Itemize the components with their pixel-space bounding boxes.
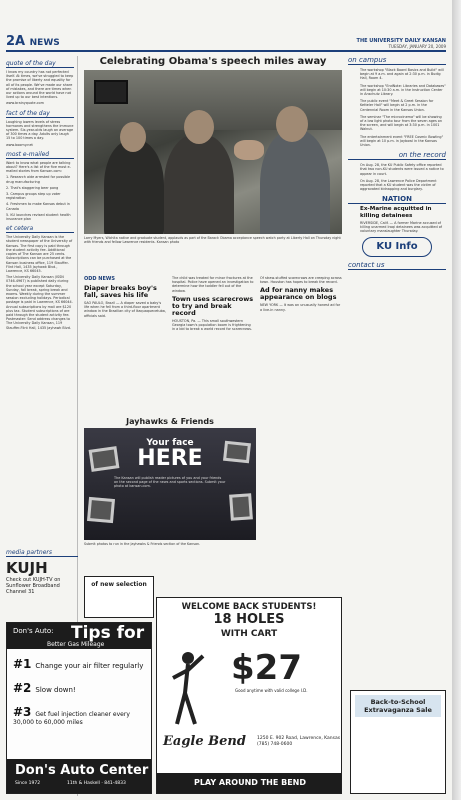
- nation-story: [348, 206, 446, 233]
- dons-name: Don's Auto Center: [15, 763, 149, 778]
- person-center: [164, 134, 234, 234]
- your-face-text: Your face: [146, 438, 194, 448]
- etcetera-body: The University Daily Kansan is the student newspaper of the University of Kansas. The first copy is paid through the student activity fee. Additional copies of The Kansan are 25 cents. Subscriptions can be purchased at the Kansan business office, 119 Stauffer-Flint Hall, 1435 Jayhawk Blvd., Lawrence, KS 66045.: [6, 235, 73, 273]
- fact-text: [6, 120, 74, 147]
- face-right: [276, 106, 308, 142]
- jayhawks-body: The Kansan will publish reader pictures of you and your friends on the second page of the news and sports sections. Submit your photo at kansan.com.: [114, 476, 226, 488]
- quote-text: [6, 70, 74, 106]
- tv-screen: [94, 80, 128, 104]
- nation-title: NATION: [348, 195, 446, 204]
- page-edge: [452, 0, 461, 800]
- contact-us-title: contact us: [348, 261, 446, 270]
- dons-auto-ad: [6, 622, 152, 794]
- campus-item: The workshop "EndNote: Libraries and Databases" will begin at 10:30 a.m. in the Instruction Center in Anschutz Library.: [360, 83, 446, 97]
- tip-3-text: Get fuel injection cleaner every 30,000 to 60,000 miles: [13, 711, 130, 726]
- emailed-item[interactable]: 2. That's staggering beer pong: [6, 185, 59, 190]
- story1-headline: Diaper breaks boy's fall, saves his life: [84, 284, 157, 299]
- dons-ad-brand: Don's Auto:: [13, 627, 54, 635]
- jayhawks-caption: Submit photos to run in the Jayhawks & Friends section of the Kansan.: [84, 542, 201, 546]
- dons-tip-1: #1 Change your air filter regularly: [13, 657, 144, 671]
- page-label: [6, 34, 60, 49]
- jayhawks-box: [84, 428, 256, 540]
- emailed-item[interactable]: 4. Freshmen to make Kansas debut in Canada: [6, 202, 70, 211]
- small-ad: [84, 576, 154, 618]
- photo-credit: Kansan photo: [156, 240, 180, 244]
- main-story: [84, 56, 342, 244]
- face-left: [120, 122, 146, 152]
- story2-text: HOUSTON, Pa. — This small southwestern Georgia town's population boom is frightening in a bid to break a world record for scarecrows.: [172, 318, 253, 332]
- eagle-bend-address: 1250 E. 902 Road, Lawrence, Kansas (785) 748-0600: [257, 736, 341, 747]
- right-column: [348, 56, 446, 796]
- photo-frame: [87, 497, 115, 523]
- etcetera-title: et cetera: [6, 225, 74, 233]
- back-to-school-ad: [350, 690, 446, 794]
- story1-text: SAO PAULO, Brazil — A diaper saved a baby's life when he fell from a third-floor apartment window in the Brazilian city of Itaquaquecetuba, officials said.: [84, 301, 166, 318]
- welcome-price: $27: [231, 648, 302, 688]
- record-item: On Aug. 28, the Lawrence Police Department reported that a KU student was the victim of aggravated kidnapping and burglary.: [360, 178, 437, 192]
- campus-item: The workshop "Black Board Basics and Build" will begin at 9 a.m. and again at 2:30 p.m. in Budig Hall, Room 4.: [360, 68, 444, 81]
- bts-title: Back-to-School Extravaganza Sale: [355, 695, 441, 717]
- eagle-bend-logo: Eagle Bend: [163, 734, 246, 749]
- main-photo: [84, 70, 342, 234]
- caption-text: Larry Myers, Wichita native and graduate student, applauds as part of the Barack Obama acceptance speech watch party at Liberty Hall on Thursday night with friends and fellow Lawrence residents.: [84, 236, 341, 244]
- welcome-holes: 18 HOLES: [213, 612, 285, 627]
- page-header: [6, 34, 446, 52]
- kujh-logo: [6, 559, 78, 595]
- campus-item: The entertainment event "FREE Cosmic Bowling" will begin at 10 p.m. in Jaybowl in the Kansas Union.: [360, 134, 444, 148]
- eagle-bend-tagline: PLAY AROUND THE BEND: [157, 773, 342, 793]
- eagle-bend-ad: [156, 597, 342, 794]
- tip-2-text: Slow down!: [35, 686, 76, 694]
- person-left: [104, 140, 164, 234]
- here-text: HERE: [137, 446, 203, 471]
- person-right: [260, 130, 330, 234]
- fact-title: fact of the day: [6, 110, 74, 118]
- on-campus-list: [348, 68, 446, 147]
- campus-item: The public event "Meet & Greet Session for Ketteler Hall" will begin at 2 p.m. in the Centennial Room in the Kansas Union.: [360, 99, 434, 112]
- record-item: On Aug. 28, the KU Public Safety office reported that two non-KU students were issued a notice to appear in court.: [360, 163, 444, 176]
- welcome-title: WELCOME BACK STUDENTS!: [181, 602, 317, 612]
- odd-news-col-3: [260, 276, 342, 312]
- section-name: NEWS: [29, 38, 60, 48]
- odd-news-col-1: [84, 276, 166, 318]
- headline: Celebrating Obama's speech miles away: [99, 56, 327, 67]
- fact-body: Laughing lowers levels of stress hormones and strengthens the immune system. Six-year-olds laugh an average of 300 times a day. Adults only laugh 15 to 100 times a day.: [6, 119, 74, 141]
- kujh-sub: Check out KUJH-TV on Sunflower Broadband Channel 31: [6, 577, 61, 595]
- dons-tip-3: #3 Get fuel injection cleaner every 30,000 to 60,000 miles: [13, 705, 130, 726]
- dons-ad-header: [7, 623, 151, 649]
- story2-continued: Of straw-stuffed scarecrows are creeping across town. Houston has hopes to break the record.: [260, 276, 342, 285]
- etcetera-body-2: The University Daily Kansan (ISSN 0746-4967) is published daily during the school year except Saturday, Sunday, fall break, spring break and exams. Weekly during the summer session excluding holidays. Periodical postage is paid in Lawrence, KS 66044. Annual subscriptions by mail are $120 plus tax. Student subscriptions of are paid through the student activity fee. Postmaster: Send address changes to The University Daily Kansan, 119 Stauffer-Flint Hall, 1435 Jayhawk Blvd.: [6, 275, 73, 330]
- page-number: 2A: [6, 34, 26, 49]
- masthead-title: THE UNIVERSITY DAILY KANSAN: [356, 38, 446, 44]
- tip-1-text: Change your air filter regularly: [35, 662, 144, 670]
- on-the-record-title: on the record: [348, 151, 446, 160]
- on-campus-title: on campus: [348, 56, 446, 65]
- story3-headline: Ad for nanny makes appearance on blogs: [260, 286, 337, 302]
- photo-frame: [89, 446, 120, 472]
- odd-news-col-2: [172, 276, 254, 331]
- dons-ad-subtitle: Better Gas Mileage: [47, 641, 105, 648]
- clapping-hands: [234, 140, 264, 160]
- nation-headline: Ex-Marine acquitted in killing detainees: [360, 206, 432, 219]
- campus-item: The seminar "The microcinema" will be showing of a low light photo tour from the seven ages on the screen, and will begin at 3:30 p.m. in 1001 Walnut.: [360, 114, 443, 132]
- masthead-date: TUESDAY, JANUARY 20, 2009: [388, 44, 446, 49]
- kuinfo-logo: KU Info: [362, 237, 432, 257]
- your-face-here: [120, 438, 220, 470]
- photo-frame: [229, 493, 253, 520]
- story1-continued: The child was treated for minor fractures at the hospital. Police have opened an investigation to determine how the toddler fell out of the window.: [172, 276, 254, 293]
- emailed-item[interactable]: 5. KU launches revised student health insurance plan: [6, 212, 71, 222]
- golfer-icon: [163, 648, 213, 728]
- photo-caption: [84, 236, 342, 244]
- emailed-list: [6, 161, 74, 221]
- face-center: [184, 110, 214, 144]
- emailed-intro: Want to know what people are talking about? Here's a list of the five most e-mailed stories from Kansan.com:: [6, 160, 71, 174]
- dons-ad-footer: [7, 759, 152, 793]
- welcome-cart: WITH CART: [220, 629, 278, 639]
- small-ad-title: of new selection: [91, 581, 147, 588]
- emailed-item[interactable]: 3. Campus groups step up voter registration: [6, 192, 61, 201]
- photo-frame: [223, 441, 251, 464]
- dons-address: 11th & Haskell · 841-4833: [67, 781, 126, 786]
- media-title: media partners: [6, 549, 78, 557]
- quote-source: www.brainyquote.com: [6, 101, 44, 106]
- nation-text: RIVERSIDE, Calif. — A former Marine accused of killing unarmed Iraqi detainees was acquitted of voluntary manslaughter Thursday.: [360, 220, 442, 234]
- dons-since: Since 1972: [15, 781, 41, 786]
- etcetera-text: [6, 235, 74, 329]
- emailed-title: most e-mailed: [6, 151, 74, 159]
- quote-body: I know my country has not perfected itself. At times, we've struggled to keep the promise of liberty and equality for all of its people. We've made our share of mistakes, and there are times when our actions around the world have not lived up to our best intentions.: [6, 70, 74, 100]
- fact-source: www.boomy.net: [6, 142, 33, 147]
- masthead: [357, 38, 446, 49]
- odd-news-title: ODD NEWS: [84, 276, 116, 282]
- story2-headline: Town uses scarecrows to try and break record: [172, 294, 254, 317]
- dons-tip-2: #2 Slow down!: [13, 681, 76, 695]
- dons-ad-tips: Tips for: [71, 623, 145, 643]
- welcome-sub: Good anytime with valid college I.D.: [235, 688, 308, 693]
- media-partners: [6, 545, 78, 595]
- quote-title: quote of the day: [6, 60, 74, 68]
- record-list: [348, 163, 446, 191]
- jayhawks-friends: [84, 417, 256, 571]
- jayhawks-title: Jayhawks & Friends: [126, 417, 214, 426]
- story3-text: NEW YORK — It was an unusually honest ad for a live-in nanny.: [260, 303, 341, 312]
- kujh-name: KUJH: [6, 559, 48, 577]
- emailed-item[interactable]: 1. Research aide arrested for possible drug manufacturing: [6, 175, 71, 184]
